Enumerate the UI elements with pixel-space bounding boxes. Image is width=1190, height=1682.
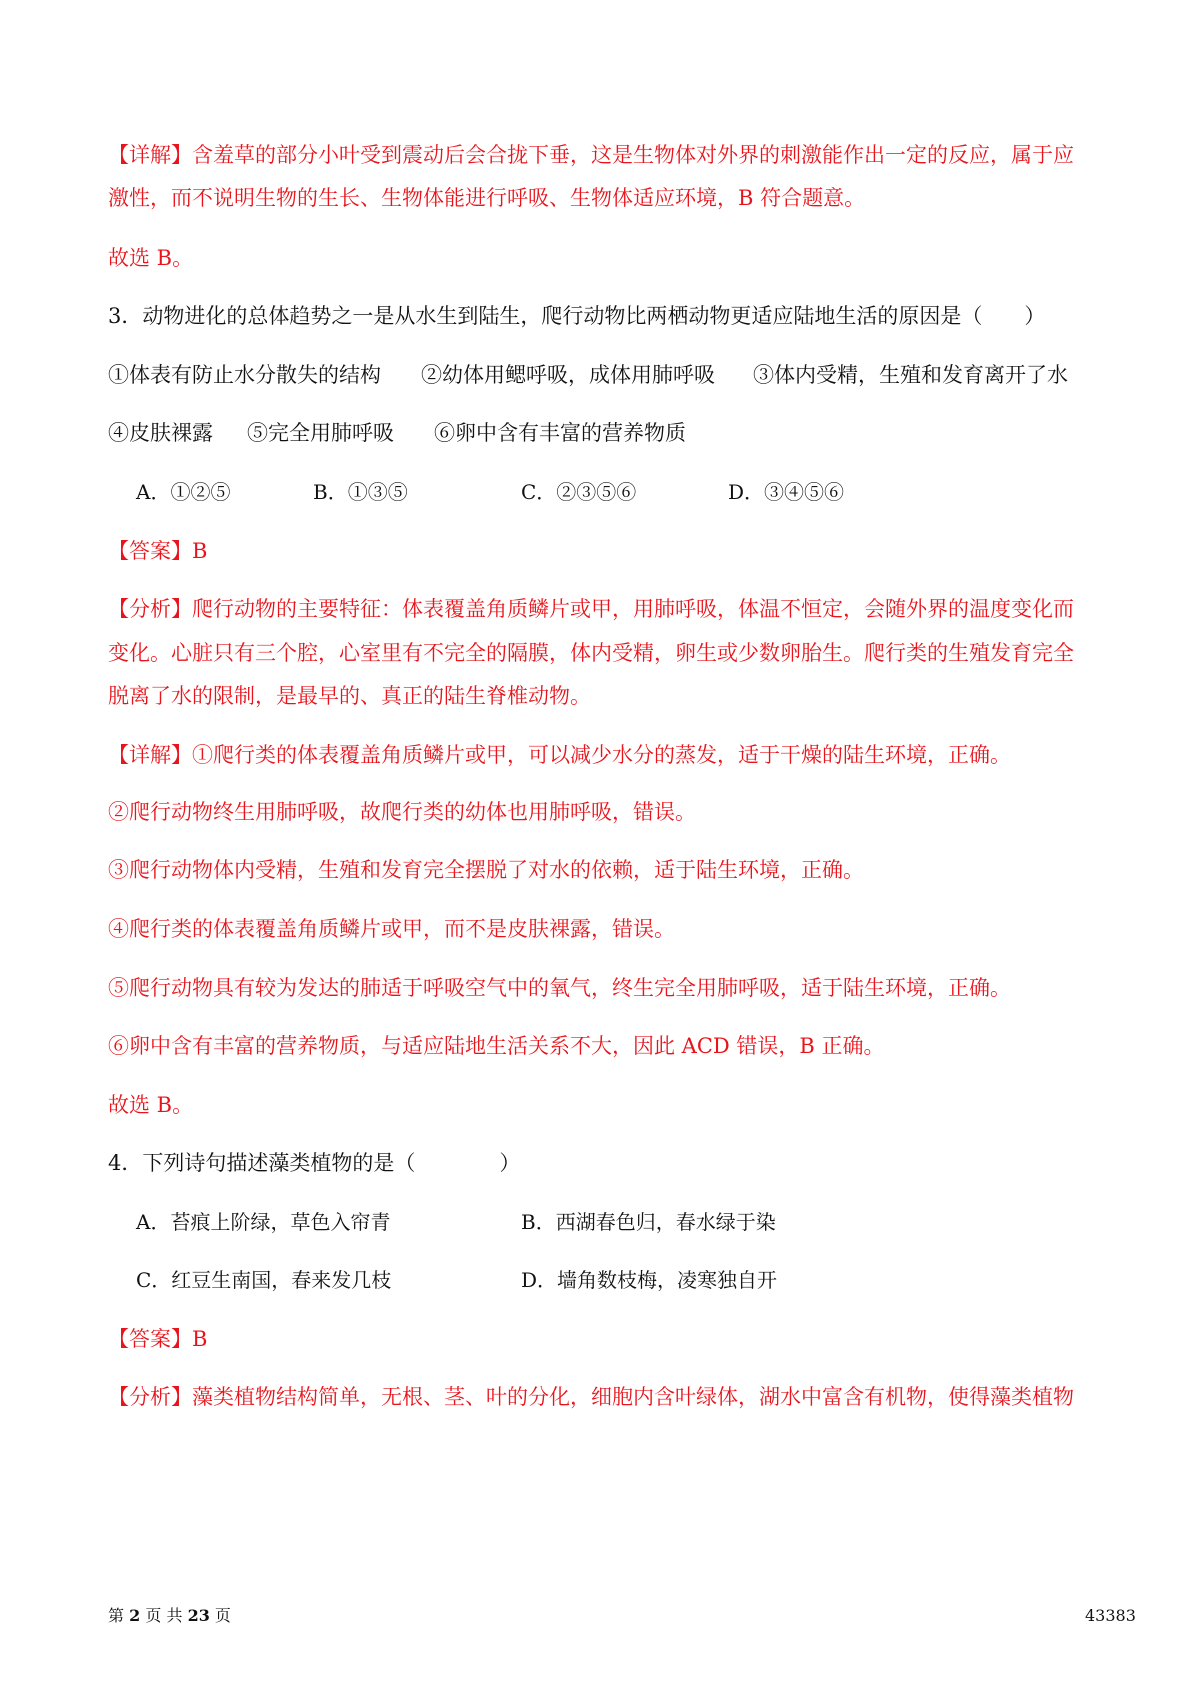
q3-detail-4: ④爬行类的体表覆盖角质鳞片或甲，而不是皮肤裸露，错误。 bbox=[108, 917, 675, 941]
q4-analysis-text1: 藻类植物结构简单，无根、茎、叶的分化，细胞内含叶绿体，湖水中富含有机物，使得藻类植物 bbox=[192, 1385, 1074, 1409]
page-number-footer bbox=[108, 1606, 231, 1626]
q3-stem: 3．动物进化的总体趋势之一是从水生到陆生，爬行动物比两栖动物更适应陆地生活的原因是（ ） bbox=[108, 304, 1046, 328]
detail-tag: 【详解】 bbox=[108, 743, 192, 767]
analysis-tag: 【分析】 bbox=[108, 597, 192, 621]
q4-answer bbox=[108, 1325, 207, 1353]
q3-analysis-line3: 脱离了水的限制，是最早的、真正的陆生脊椎动物。 bbox=[108, 684, 591, 708]
footer-word-di: 第 bbox=[108, 1606, 125, 1625]
q3-option-c: C．②③⑤⑥ bbox=[521, 480, 637, 504]
q4-option-d: D．墙角数枝梅，凌寒独自开 bbox=[521, 1268, 778, 1292]
q3-item-1: ①体表有防止水分散失的结构 bbox=[108, 363, 381, 387]
footer-word-ye: 页 bbox=[145, 1606, 162, 1625]
q4-option-c: C．红豆生南国，春来发几枝 bbox=[136, 1268, 392, 1292]
footer-word-gong: 共 bbox=[166, 1606, 183, 1625]
q3-detail-2: ②爬行动物终生用肺呼吸，故爬行类的幼体也用肺呼吸，错误。 bbox=[108, 800, 696, 824]
q3-item-3: ③体内受精，生殖和发育离开了水 bbox=[753, 363, 1068, 387]
q2-detail-line2: 激性，而不说明生物的生长、生物体能进行呼吸、生物体适应环境，B 符合题意。 bbox=[108, 186, 866, 210]
answer-tag: 【答案】 bbox=[108, 539, 192, 563]
q3-item-6: ⑥卵中含有丰富的营养物质 bbox=[434, 421, 686, 445]
q4-analysis-line1 bbox=[108, 1383, 1074, 1411]
q2-detail-line1 bbox=[108, 141, 1074, 169]
q3-detail-3: ③爬行动物体内受精，生殖和发育完全摆脱了对水的依赖，适于陆生环境，正确。 bbox=[108, 858, 864, 882]
q3-detail-1 bbox=[108, 741, 1011, 769]
q3-item-2: ②幼体用鳃呼吸，成体用肺呼吸 bbox=[421, 363, 715, 387]
detail-tag: 【详解】 bbox=[108, 143, 192, 167]
answer-value: B bbox=[192, 1327, 208, 1351]
q3-detail-5: ⑤爬行动物具有较为发达的肺适于呼吸空气中的氧气，终生完全用肺呼吸，适于陆生环境，正确。 bbox=[108, 976, 1011, 1000]
q2-conclusion: 故选 B。 bbox=[108, 246, 194, 270]
answer-tag: 【答案】 bbox=[108, 1327, 192, 1351]
q3-analysis-text1: 爬行动物的主要特征：体表覆盖角质鳞片或甲，用肺呼吸，体温不恒定，会随外界的温度变化而 bbox=[192, 597, 1074, 621]
analysis-tag: 【分析】 bbox=[108, 1385, 192, 1409]
document-id: 43383 bbox=[1085, 1606, 1136, 1625]
q3-detail-text1: ①爬行类的体表覆盖角质鳞片或甲，可以减少水分的蒸发，适于干燥的陆生环境，正确。 bbox=[192, 743, 1011, 767]
footer-word-ye2: 页 bbox=[214, 1606, 231, 1625]
answer-value: B bbox=[192, 539, 208, 563]
q3-conclusion: 故选 B。 bbox=[108, 1093, 194, 1117]
q3-analysis-line2: 变化。心脏只有三个腔，心室里有不完全的隔膜，体内受精，卵生或少数卵胎生。爬行类的生殖发育完全 bbox=[108, 641, 1074, 665]
q3-option-d: D．③④⑤⑥ bbox=[728, 480, 845, 504]
current-page: 2 bbox=[129, 1606, 141, 1625]
q3-analysis-line1 bbox=[108, 595, 1074, 623]
q3-items-row1 bbox=[108, 361, 1068, 389]
q4-option-b: B．西湖春色归，春水绿于染 bbox=[521, 1210, 776, 1234]
total-pages: 23 bbox=[187, 1606, 210, 1625]
q3-items-row2 bbox=[108, 419, 686, 447]
q3-option-a: A．①②⑤ bbox=[136, 480, 231, 504]
q3-option-b: B．①③⑤ bbox=[313, 480, 408, 504]
q4-stem: 4．下列诗句描述藻类植物的是（ ） bbox=[108, 1151, 521, 1175]
q3-answer bbox=[108, 537, 207, 565]
q2-detail-text1: 含羞草的部分小叶受到震动后会合拢下垂，这是生物体对外界的刺激能作出一定的反应，属于应 bbox=[192, 143, 1074, 167]
q3-detail-6: ⑥卵中含有丰富的营养物质，与适应陆地生活关系不大，因此 ACD 错误，B 正确。 bbox=[108, 1034, 885, 1058]
q3-item-5: ⑤完全用肺呼吸 bbox=[247, 421, 394, 445]
q3-item-4: ④皮肤裸露 bbox=[108, 421, 213, 445]
q4-option-a: A．苔痕上阶绿，草色入帘青 bbox=[136, 1210, 391, 1234]
